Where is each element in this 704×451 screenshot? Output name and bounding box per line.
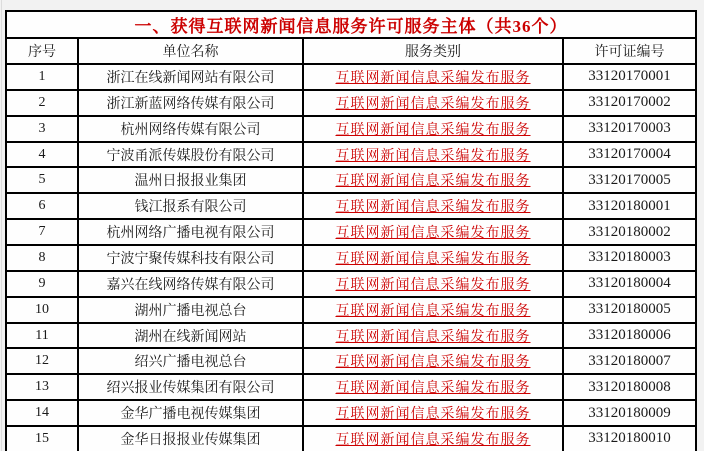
cell-no: 13 [6,374,78,400]
cell-name: 宁波甬派传媒股份有限公司 [78,142,303,168]
table-row [6,116,696,142]
column-header: 序号 [6,38,78,64]
cell-no: 14 [6,400,78,426]
cell-license: 33120180008 [563,374,696,400]
cell-name: 浙江在线新闻网站有限公司 [78,64,303,90]
cell-service: 互联网新闻信息采编发布服务 [303,193,563,219]
cell-license: 33120180006 [563,323,696,349]
cell-service: 互联网新闻信息采编发布服务 [303,219,563,245]
cell-name: 湖州广播电视总台 [78,297,303,323]
table-row [6,323,696,349]
cell-service: 互联网新闻信息采编发布服务 [303,400,563,426]
cell-no: 12 [6,348,78,374]
cell-license: 33120170004 [563,142,696,168]
cell-name: 绍兴报业传媒集团有限公司 [78,374,303,400]
cell-no: 10 [6,297,78,323]
cell-no: 3 [6,116,78,142]
column-header: 服务类别 [303,38,563,64]
cell-service: 互联网新闻信息采编发布服务 [303,167,563,193]
cell-license: 33120170001 [563,64,696,90]
cell-service: 互联网新闻信息采编发布服务 [303,64,563,90]
cell-name: 杭州网络传媒有限公司 [78,116,303,142]
cell-no: 9 [6,271,78,297]
cell-no: 5 [6,167,78,193]
cell-no: 15 [6,426,78,451]
table-title: 一、获得互联网新闻信息服务许可服务主体（共36个） [6,11,696,38]
table-row [6,426,696,451]
cell-name: 湖州在线新闻网站 [78,323,303,349]
cell-name: 杭州网络广播电视有限公司 [78,219,303,245]
cell-service: 互联网新闻信息采编发布服务 [303,297,563,323]
cell-service: 互联网新闻信息采编发布服务 [303,271,563,297]
cell-no: 2 [6,90,78,116]
cell-service: 互联网新闻信息采编发布服务 [303,374,563,400]
table-row [6,64,696,90]
cell-name: 钱江报系有限公司 [78,193,303,219]
table-header-row [6,38,696,64]
column-header: 许可证编号 [563,38,696,64]
table-row [6,374,696,400]
spreadsheet-gridline [1,0,2,451]
cell-no: 4 [6,142,78,168]
table-row [6,400,696,426]
cell-name: 嘉兴在线网络传媒有限公司 [78,271,303,297]
cell-name: 温州日报报业集团 [78,167,303,193]
cell-service: 互联网新闻信息采编发布服务 [303,142,563,168]
cell-license: 33120170005 [563,167,696,193]
cell-license: 33120180007 [563,348,696,374]
table-row [6,245,696,271]
cell-service: 互联网新闻信息采编发布服务 [303,348,563,374]
cell-no: 7 [6,219,78,245]
cell-service: 互联网新闻信息采编发布服务 [303,90,563,116]
cell-license: 33120180003 [563,245,696,271]
cell-license: 33120180009 [563,400,696,426]
cell-no: 8 [6,245,78,271]
cell-license: 33120180004 [563,271,696,297]
cell-license: 33120170003 [563,116,696,142]
cell-name: 金华广播电视传媒集团 [78,400,303,426]
cell-service: 互联网新闻信息采编发布服务 [303,245,563,271]
cell-no: 11 [6,323,78,349]
cell-no: 1 [6,64,78,90]
cell-name: 宁波宁聚传媒科技有限公司 [78,245,303,271]
cell-license: 33120180005 [563,297,696,323]
cell-service: 互联网新闻信息采编发布服务 [303,116,563,142]
cell-no: 6 [6,193,78,219]
table-row [6,193,696,219]
cell-name: 绍兴广播电视总台 [78,348,303,374]
table-row [6,142,696,168]
cell-license: 33120180002 [563,219,696,245]
table-body [6,64,696,451]
table-row [6,348,696,374]
cell-name: 浙江新蓝网络传媒有限公司 [78,90,303,116]
cell-name: 金华日报报业传媒集团 [78,426,303,451]
cell-license: 33120180010 [563,426,696,451]
table-row [6,90,696,116]
cell-license: 33120180001 [563,193,696,219]
cell-service: 互联网新闻信息采编发布服务 [303,323,563,349]
table-row [6,297,696,323]
cell-license: 33120170002 [563,90,696,116]
table-row [6,219,696,245]
table-row [6,271,696,297]
license-table [5,10,697,451]
table-title-row [6,11,696,38]
cell-service: 互联网新闻信息采编发布服务 [303,426,563,451]
table-row [6,167,696,193]
column-header: 单位名称 [78,38,303,64]
